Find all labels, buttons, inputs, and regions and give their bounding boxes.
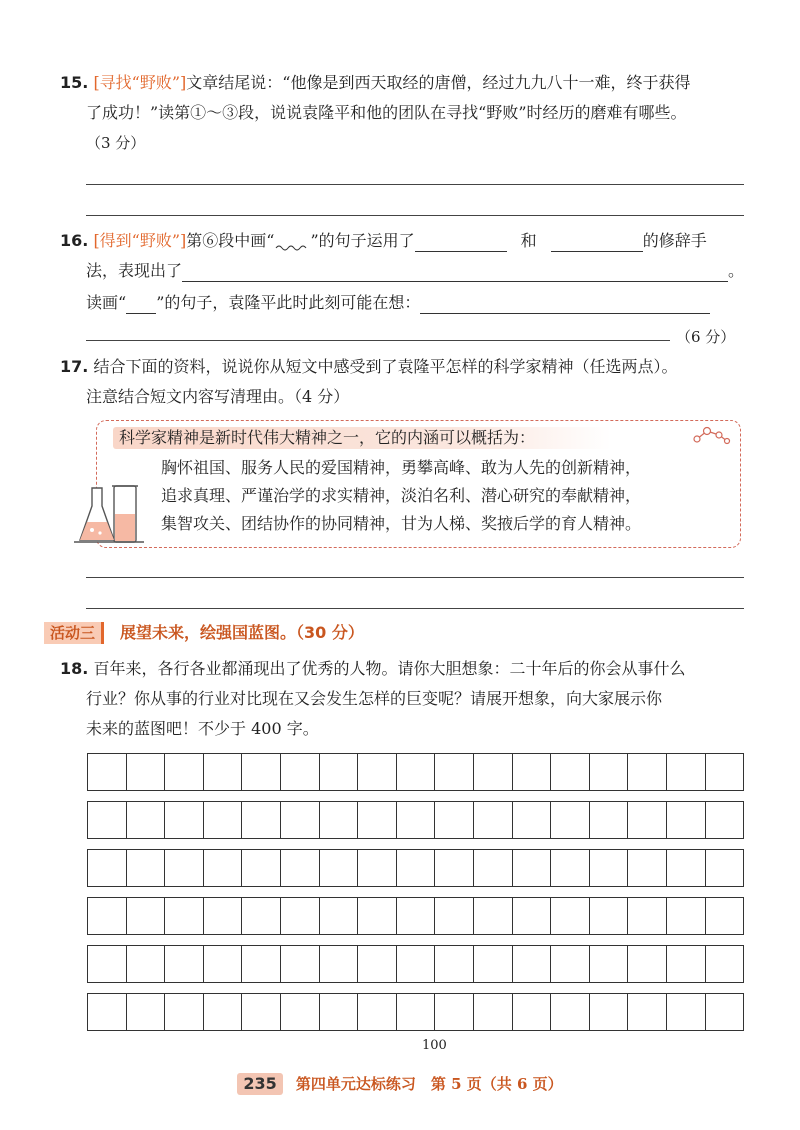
grid-cell[interactable] xyxy=(590,754,629,790)
grid-cell[interactable] xyxy=(590,850,629,886)
q16-answer-line[interactable] xyxy=(86,340,670,341)
grid-cell[interactable] xyxy=(435,946,474,982)
grid-cell[interactable] xyxy=(242,898,281,934)
grid-cell[interactable] xyxy=(127,802,166,838)
grid-cell[interactable] xyxy=(628,898,667,934)
straight-underline-icon xyxy=(126,295,156,314)
grid-cell[interactable] xyxy=(667,898,706,934)
grid-cell[interactable] xyxy=(435,850,474,886)
grid-cell[interactable] xyxy=(513,994,552,1030)
grid-cell[interactable] xyxy=(706,946,744,982)
q16-tag: [得到“野败”] xyxy=(93,231,187,250)
grid-cell[interactable] xyxy=(165,994,204,1030)
q17-number: 17. xyxy=(60,357,89,376)
grid-cell[interactable] xyxy=(358,754,397,790)
q17-line-2: 注意结合短文内容写清理由。（4 分） xyxy=(86,387,350,406)
grid-cell[interactable] xyxy=(320,994,359,1030)
grid-cell[interactable] xyxy=(435,754,474,790)
grid-cell[interactable] xyxy=(590,994,629,1030)
grid-cell[interactable] xyxy=(513,802,552,838)
q16-text-1: 第⑥段中画“ xyxy=(186,231,275,250)
q16-blank-1[interactable] xyxy=(415,233,507,252)
grid-cell[interactable] xyxy=(435,898,474,934)
q15-answer-line-2[interactable] xyxy=(86,215,744,216)
grid-cell[interactable] xyxy=(127,850,166,886)
grid-cell[interactable] xyxy=(551,802,590,838)
q16-line-1 xyxy=(60,230,707,252)
grid-row xyxy=(87,849,744,887)
grid-cell[interactable] xyxy=(204,946,243,982)
grid-cell[interactable] xyxy=(88,898,127,934)
grid-cell[interactable] xyxy=(397,994,436,1030)
grid-cell[interactable] xyxy=(127,898,166,934)
grid-cell[interactable] xyxy=(397,802,436,838)
grid-cell[interactable] xyxy=(628,946,667,982)
grid-cell[interactable] xyxy=(474,802,513,838)
grid-cell[interactable] xyxy=(706,994,744,1030)
grid-cell[interactable] xyxy=(358,946,397,982)
grid-cell[interactable] xyxy=(358,850,397,886)
grid-cell[interactable] xyxy=(358,802,397,838)
grid-cell[interactable] xyxy=(513,850,552,886)
grid-cell[interactable] xyxy=(281,754,320,790)
grid-cell[interactable] xyxy=(320,802,359,838)
grid-cell[interactable] xyxy=(320,898,359,934)
grid-cell[interactable] xyxy=(397,850,436,886)
grid-cell[interactable] xyxy=(706,850,744,886)
grid-cell[interactable] xyxy=(127,946,166,982)
box-line-1: 胸怀祖国、服务人民的爱国精神，勇攀高峰、敢为人先的创新精神， xyxy=(161,458,642,477)
q17-text-1: 结合下面的资料，说说你从短文中感受到了袁隆平怎样的科学家精神（任选两点）。 xyxy=(93,357,678,376)
q15-answer-line-1[interactable] xyxy=(86,184,744,185)
grid-cell[interactable] xyxy=(474,850,513,886)
grid-cell[interactable] xyxy=(397,898,436,934)
grid-cell[interactable] xyxy=(88,754,127,790)
grid-cell[interactable] xyxy=(628,994,667,1030)
grid-cell[interactable] xyxy=(513,898,552,934)
grid-cell[interactable] xyxy=(281,994,320,1030)
grid-cell[interactable] xyxy=(320,850,359,886)
q18-number: 18. xyxy=(60,659,89,678)
wavy-underline-icon xyxy=(274,234,310,252)
page-footer xyxy=(0,1073,800,1095)
grid-cell[interactable] xyxy=(667,946,706,982)
grid-cell[interactable] xyxy=(242,946,281,982)
grid-cell[interactable] xyxy=(358,994,397,1030)
q16-text-3: 和 xyxy=(520,231,537,250)
grid-cell[interactable] xyxy=(242,994,281,1030)
q16-blank-2[interactable] xyxy=(551,233,643,252)
grid-cell[interactable] xyxy=(281,946,320,982)
q15-line-2: 了成功！”读第①～③段，说说袁隆平和他的团队在寻找“野败”时经历的磨难有哪些。 xyxy=(86,103,687,122)
grid-cell[interactable] xyxy=(242,802,281,838)
grid-cell[interactable] xyxy=(320,946,359,982)
q18-line-1 xyxy=(60,658,685,680)
grid-cell[interactable] xyxy=(590,946,629,982)
grid-cell[interactable] xyxy=(165,946,204,982)
grid-cell[interactable] xyxy=(628,850,667,886)
grid-cell[interactable] xyxy=(590,802,629,838)
grid-cell[interactable] xyxy=(435,802,474,838)
grid-cell[interactable] xyxy=(204,802,243,838)
grid-row xyxy=(87,945,744,983)
q15-number: 15. xyxy=(60,73,89,92)
grid-cell[interactable] xyxy=(551,898,590,934)
grid-row xyxy=(87,801,744,839)
grid-cell[interactable] xyxy=(88,946,127,982)
q17-answer-line-1[interactable] xyxy=(86,577,744,578)
q15-score: （3 分） xyxy=(86,134,146,152)
grid-cell[interactable] xyxy=(628,802,667,838)
grid-cell[interactable] xyxy=(628,754,667,790)
q16-text-8: ”的句子，袁隆平此时此刻可能在想： xyxy=(156,293,421,312)
grid-cell[interactable] xyxy=(474,754,513,790)
activity-tag: 活动三 xyxy=(44,622,104,644)
grid-cell[interactable] xyxy=(165,850,204,886)
grid-cell[interactable] xyxy=(474,898,513,934)
grid-cell[interactable] xyxy=(127,754,166,790)
grid-cell[interactable] xyxy=(358,898,397,934)
grid-cell[interactable] xyxy=(127,994,166,1030)
grid-cell[interactable] xyxy=(165,754,204,790)
grid-count-mark: 100 xyxy=(422,1038,447,1053)
q16-text-2: ”的句子运用了 xyxy=(310,231,415,250)
q16-score: （6 分） xyxy=(676,328,736,346)
q15-text-1: 文章结尾说：“他像是到西天取经的唐僧，经过九九八十一难，终于获得 xyxy=(186,73,691,92)
grid-cell[interactable] xyxy=(204,994,243,1030)
q15-line-1 xyxy=(60,72,690,94)
grid-cell[interactable] xyxy=(242,850,281,886)
q16-blank-3[interactable] xyxy=(182,263,728,282)
grid-cell[interactable] xyxy=(88,850,127,886)
grid-cell[interactable] xyxy=(165,898,204,934)
q16-line-3 xyxy=(86,292,710,314)
grid-cell[interactable] xyxy=(281,898,320,934)
grid-cell[interactable] xyxy=(667,802,706,838)
grid-cell[interactable] xyxy=(165,802,204,838)
grid-cell[interactable] xyxy=(281,850,320,886)
activity-title: 展望未来，绘强国蓝图。（30 分） xyxy=(120,623,364,642)
q17-line-1 xyxy=(60,356,677,378)
grid-cell[interactable] xyxy=(551,994,590,1030)
grid-cell[interactable] xyxy=(397,754,436,790)
grid-cell[interactable] xyxy=(88,802,127,838)
box-title: 科学家精神是新时代伟大精神之一，它的内涵可以概括为： xyxy=(119,428,536,447)
box-line-3: 集智攻关、团结协作的协同精神，甘为人梯、奖掖后学的育人精神。 xyxy=(161,514,642,533)
q16-blank-4[interactable] xyxy=(420,295,710,314)
grid-cell[interactable] xyxy=(551,850,590,886)
footer-text: 第四单元达标练习 第 5 页（共 6 页） xyxy=(295,1075,563,1093)
box-line-2: 追求真理、严谨治学的求实精神，淡泊名利、潜心研究的奉献精神， xyxy=(161,486,642,505)
grid-cell[interactable] xyxy=(474,994,513,1030)
lab-flasks-icon xyxy=(74,480,146,550)
grid-cell[interactable] xyxy=(320,754,359,790)
grid-cell[interactable] xyxy=(667,754,706,790)
grid-cell[interactable] xyxy=(242,754,281,790)
grid-cell[interactable] xyxy=(204,850,243,886)
grid-cell[interactable] xyxy=(88,994,127,1030)
grid-cell[interactable] xyxy=(474,946,513,982)
grid-cell[interactable] xyxy=(513,754,552,790)
grid-cell[interactable] xyxy=(667,994,706,1030)
q16-line-2 xyxy=(86,260,744,282)
q18-line-3: 未来的蓝图吧！不少于 400 字。 xyxy=(86,719,319,738)
grid-row xyxy=(87,897,744,935)
page-number: 235 xyxy=(237,1073,282,1095)
grid-cell[interactable] xyxy=(551,754,590,790)
grid-cell[interactable] xyxy=(204,898,243,934)
grid-cell[interactable] xyxy=(706,754,744,790)
q16-text-4: 的修辞手 xyxy=(642,231,707,250)
grid-cell[interactable] xyxy=(706,898,744,934)
grid-cell[interactable] xyxy=(590,898,629,934)
grid-cell[interactable] xyxy=(667,850,706,886)
grid-cell[interactable] xyxy=(204,754,243,790)
grid-row xyxy=(87,993,744,1031)
q18-line-2: 行业？你从事的行业对比现在又会发生怎样的巨变呢？请展开想象，向大家展示你 xyxy=(86,689,663,708)
grid-cell[interactable] xyxy=(513,946,552,982)
grid-row xyxy=(87,753,744,791)
q17-answer-line-2[interactable] xyxy=(86,608,744,609)
q16-text-5: 法，表现出了 xyxy=(86,261,183,280)
q16-number: 16. xyxy=(60,231,89,250)
grid-cell[interactable] xyxy=(551,946,590,982)
grid-cell[interactable] xyxy=(397,946,436,982)
grid-cell[interactable] xyxy=(435,994,474,1030)
grid-cell[interactable] xyxy=(706,802,744,838)
q18-text-1: 百年来，各行各业都涌现出了优秀的人物。请你大胆想象：二十年后的你会从事什么 xyxy=(93,659,686,678)
molecule-icon xyxy=(689,425,731,447)
q15-tag: [寻找“野败”] xyxy=(93,73,187,92)
material-box xyxy=(96,420,741,548)
q16-text-6: 。 xyxy=(728,261,745,280)
grid-cell[interactable] xyxy=(281,802,320,838)
q16-text-7: 读画“ xyxy=(86,293,127,312)
